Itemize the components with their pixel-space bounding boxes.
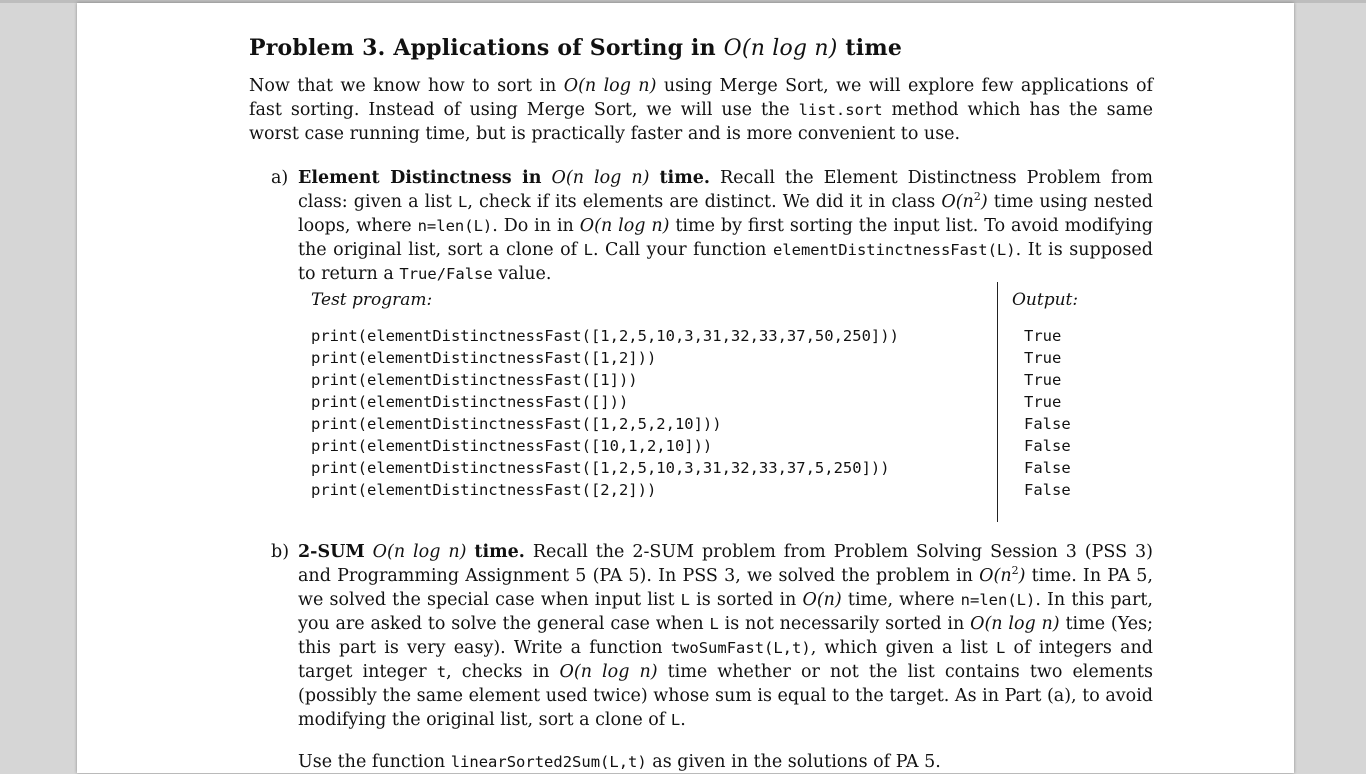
test-output — [1024, 325, 1071, 501]
part-b-marker: b) — [271, 542, 290, 562]
code-line: print(elementDistinctnessFast([2,2])) — [311, 481, 657, 499]
test-program-code — [311, 325, 899, 501]
part-a — [249, 166, 1153, 524]
output-label: Output: — [1012, 290, 1079, 310]
output-line: False — [1024, 459, 1071, 477]
use-function-note: Use the function linearSorted2Sum(L,t) as given in the solutions of PA 5. — [298, 752, 941, 772]
output-line: False — [1024, 415, 1071, 433]
test-table — [311, 288, 1153, 524]
part-a-marker: a) — [271, 168, 289, 188]
code-line: print(elementDistinctnessFast([1,2,5,10,3,31,32,33,37,50,250])) — [311, 327, 899, 345]
output-line: True — [1024, 327, 1062, 345]
problem-title: Problem 3. Applications of Sorting in O(n log n) time — [249, 35, 903, 61]
output-line: False — [1024, 481, 1071, 499]
code-line: print(elementDistinctnessFast([])) — [311, 393, 629, 411]
document-page — [77, 3, 1294, 773]
output-line: False — [1024, 437, 1071, 455]
part-a-text: Element Distinctness in O(n log n) time. Recall the Element Distinctness Problem from class: given a list L, check if its elements are distinct. We did it in class $O(n^2)$ time using nested loops, where n=len(L). Do in in O(n log n) time by first sorting the input list. To avoid modifying the original list, sort a clone of L. Call your function elementDistinctnessFast(L). It is supposed to return a True/False value. — [298, 168, 1153, 284]
test-program-label: Test program: — [311, 290, 433, 310]
output-line: True — [1024, 371, 1062, 389]
page-content — [249, 31, 1153, 774]
code-line: print(elementDistinctnessFast([1])) — [311, 371, 638, 389]
code-line: print(elementDistinctnessFast([10,1,2,10])) — [311, 437, 713, 455]
code-line: print(elementDistinctnessFast([1,2])) — [311, 349, 657, 367]
intro-paragraph: Now that we know how to sort in O(n log n) using Merge Sort, we will explore few applications of fast sorting. Instead of using Merge Sort, we will use the list.sort method which has the same worst case running time, but is practically faster and is more convenient to use. — [249, 76, 1153, 144]
output-line: True — [1024, 349, 1062, 367]
code-line: print(elementDistinctnessFast([1,2,5,2,10])) — [311, 415, 722, 433]
code-line: print(elementDistinctnessFast([1,2,5,10,3,31,32,33,37,5,250])) — [311, 459, 890, 477]
part-b — [249, 540, 1153, 774]
table-divider — [997, 282, 998, 522]
output-line: True — [1024, 393, 1062, 411]
part-b-text: 2-SUM O(n log n) time. Recall the 2-SUM problem from Problem Solving Session 3 (PSS 3) and Programming Assignment 5 (PA 5). In PSS 3, we solved the problem in $O(n^2)$ time. In PA 5, we solved the special case when input list L is sorted in O(n) time, where n=len(L). In this part, you are asked to solve the general case when L is not necessarily sorted in O(n log n) time (Yes; this part is very easy). Write a function twoSumFast(L,t), which given a list L of integers and target integer t, checks in O(n log n) time whether or not the list contains two elements (possibly the same element used twice) whose sum is equal to the target. As in Part (a), to avoid modifying the original list, sort a clone of L. — [298, 542, 1153, 730]
